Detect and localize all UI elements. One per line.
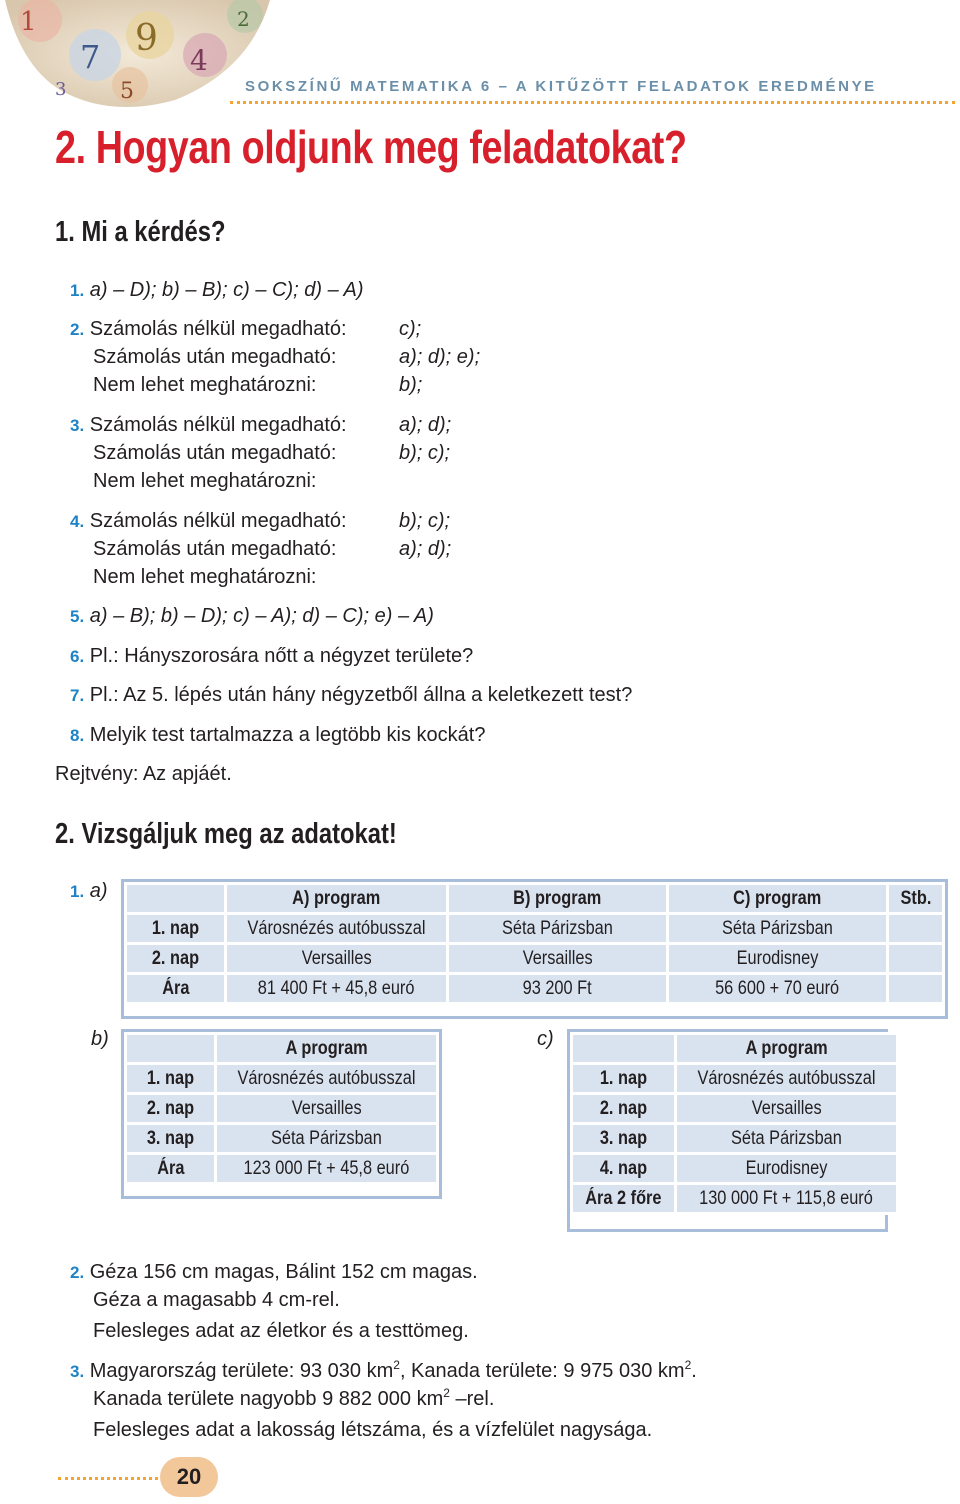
chapter-title: 2. Hogyan oldjunk meg feladatokat?: [55, 121, 687, 173]
table-cell: Versailles: [227, 945, 446, 972]
table-cell: Versailles: [217, 1095, 436, 1122]
item-1b-label: [91, 1025, 109, 1053]
answer-2-2-line-2: Géza a magasabb 4 cm-rel.: [93, 1289, 340, 1311]
item-number: 7.: [70, 686, 85, 705]
table-row: [127, 1095, 436, 1122]
table-cell: Séta Párizsban: [677, 1125, 896, 1152]
row-header: 1. nap: [127, 915, 224, 942]
answer-text: , Kanada területe: 9 975 030 km: [399, 1360, 685, 1382]
item-number: 3.: [70, 416, 85, 435]
header-divider: [230, 101, 955, 104]
row-header: Ára 2 főre: [573, 1185, 674, 1212]
answer-2: [70, 315, 570, 344]
item-number: 3.: [70, 1362, 85, 1381]
table-row: [127, 1155, 436, 1182]
answer-text: .: [691, 1360, 697, 1382]
row-value: a); d); e);: [399, 346, 481, 368]
sub-label: b): [91, 1028, 109, 1050]
table-row: [573, 1065, 896, 1092]
table-cell: 56 600 + 70 euró: [669, 975, 886, 1002]
row-value: a); d);: [399, 538, 452, 560]
table-corner-cell: [127, 885, 224, 912]
table-a: [121, 879, 948, 1019]
table-cell: 123 000 Ft + 45,8 euró: [217, 1155, 436, 1182]
item-number: 6.: [70, 647, 85, 666]
row-value: c);: [399, 318, 422, 340]
row-header: 1. nap: [127, 1065, 214, 1092]
row-label: Számolás nélkül megadható:: [89, 510, 347, 532]
table-header-row: [127, 885, 942, 912]
answer-text: a) – D); b) – B); c) – C); d) – A): [89, 279, 364, 301]
row-label: Számolás után megadható:: [93, 346, 337, 368]
section-heading-1: 1. Mi a kérdés?: [55, 216, 226, 248]
column-header: A program: [677, 1035, 896, 1062]
svg-text:4: 4: [190, 44, 208, 77]
table-row: [127, 915, 942, 942]
sub-label: c): [537, 1028, 554, 1050]
page-number: 20: [176, 1464, 202, 1489]
answer-text: Kanada területe nagyobb 9 882 000 km: [93, 1388, 444, 1410]
row-header: Ára: [127, 1155, 214, 1182]
answer-text: Pl.: Hányszorosára nőtt a négyzet területe?: [89, 645, 474, 667]
answer-8: [70, 721, 485, 750]
table-row: [573, 1185, 896, 1212]
section-heading-2: 2. Vizsgáljuk meg az adatokat!: [55, 818, 397, 850]
table-cell: Városnézés autóbusszal: [677, 1065, 896, 1092]
answer-1: [70, 276, 364, 305]
column-header: C) program: [669, 885, 886, 912]
column-header: A program: [217, 1035, 436, 1062]
row-value: a); d);: [399, 414, 452, 436]
table-cell: 93 200 Ft: [449, 975, 666, 1002]
table-cell: Séta Párizsban: [217, 1125, 436, 1152]
answer-3: [70, 411, 570, 440]
row-label: Nem lehet meghatározni:: [93, 566, 317, 588]
answer-text: a) – B); b) – D); c) – A); d) – C); e) – A): [89, 605, 434, 627]
table-cell: Eurodisney: [677, 1155, 896, 1182]
row-label: Számolás nélkül megadható:: [89, 414, 347, 436]
row-header: 3. nap: [127, 1125, 214, 1152]
running-head: SOKSZÍNŰ MATEMATIKA 6 – A KITŰZÖTT FELADATOK EREDMÉNYE: [245, 78, 877, 95]
row-header: 2. nap: [127, 945, 224, 972]
item-number: 1.: [70, 281, 85, 300]
superscript: 2: [393, 1358, 400, 1372]
row-header: 2. nap: [573, 1095, 674, 1122]
table-cell: Séta Párizsban: [669, 915, 886, 942]
item-1c-label: [537, 1025, 554, 1053]
answer-text: Pl.: Az 5. lépés után hány négyzetből állna a keletkezett test?: [89, 684, 633, 706]
svg-text:7: 7: [80, 38, 101, 76]
row-header: Ára: [127, 975, 224, 1002]
answer-2-row-3: [93, 371, 573, 399]
riddle-answer: Rejtvény: Az apjáét.: [55, 763, 232, 785]
answer-text: Géza 156 cm magas, Bálint 152 cm magas.: [89, 1261, 478, 1283]
answer-3-row-2: [93, 439, 573, 467]
table-cell: Séta Párizsban: [449, 915, 666, 942]
answer-text: Melyik test tartalmazza a legtöbb kis kockát?: [89, 724, 486, 746]
item-number: 2.: [70, 1263, 85, 1282]
superscript: 2: [684, 1358, 692, 1372]
answer-2-row-2: [93, 343, 573, 371]
answer-4-row-3: [93, 563, 573, 591]
item-number: 5.: [70, 607, 85, 626]
table-cell: Versailles: [677, 1095, 896, 1122]
table-row: [127, 975, 942, 1002]
table-cell: Eurodisney: [669, 945, 886, 972]
item-number: 4.: [70, 512, 85, 531]
answer-4: [70, 507, 570, 536]
answer-2-3-line-3: Felesleges adat a lakosság létszáma, és a vízfelület nagysága.: [93, 1419, 653, 1441]
svg-text:5: 5: [120, 79, 134, 104]
answer-2-2-line-3: Felesleges adat az életkor és a testtömeg.: [93, 1320, 469, 1342]
table-row: [573, 1155, 896, 1182]
row-value: b);: [399, 374, 423, 396]
svg-text:1: 1: [20, 7, 37, 37]
row-label: Számolás után megadható:: [93, 538, 337, 560]
table-corner-cell: [127, 1035, 214, 1062]
column-header: B) program: [449, 885, 666, 912]
table-row: [573, 1125, 896, 1152]
footer-divider: [58, 1477, 158, 1480]
column-header: A) program: [227, 885, 446, 912]
item-number: 2.: [70, 320, 85, 339]
table-cell: Versailles: [449, 945, 666, 972]
answer-3-row-3: [93, 467, 573, 495]
row-header: 2. nap: [127, 1095, 214, 1122]
answer-text: Magyarország területe: 93 030 km: [89, 1360, 394, 1382]
table-row: [127, 1125, 436, 1152]
row-label: Nem lehet meghatározni:: [93, 470, 317, 492]
item-1a-label: [70, 877, 108, 906]
svg-text:2: 2: [237, 7, 250, 31]
row-value: b); c);: [399, 510, 451, 532]
svg-text:9: 9: [135, 18, 158, 59]
row-label: Nem lehet meghatározni:: [93, 374, 317, 396]
table-cell: [889, 975, 942, 1002]
row-label: Számolás után megadható:: [93, 442, 337, 464]
row-header: 4. nap: [573, 1155, 674, 1182]
item-number: 1.: [70, 882, 85, 901]
numbers-collage-decoration: [0, 0, 275, 110]
answer-7: [70, 681, 632, 710]
table-corner-cell: [573, 1035, 674, 1062]
table-cell: [889, 915, 942, 942]
superscript: 2: [443, 1386, 450, 1400]
table-header-row: [573, 1035, 896, 1062]
answer-2-3-line-2: [93, 1385, 494, 1413]
answer-6: [70, 642, 473, 671]
answer-2-3: [70, 1357, 697, 1386]
answer-5: [70, 602, 434, 631]
table-header-row: [127, 1035, 436, 1062]
table-cell: [889, 945, 942, 972]
table-row: [127, 945, 942, 972]
answer-text: –rel.: [449, 1388, 495, 1410]
table-cell: 81 400 Ft + 45,8 euró: [227, 975, 446, 1002]
answer-4-row-2: [93, 535, 573, 563]
table-b: [121, 1029, 442, 1199]
item-number: 8.: [70, 726, 85, 745]
table-row: [127, 1065, 436, 1092]
answer-2-2: [70, 1258, 478, 1287]
table-cell: Városnézés autóbusszal: [217, 1065, 436, 1092]
row-label: Számolás nélkül megadható:: [89, 318, 347, 340]
row-header: 1. nap: [573, 1065, 674, 1092]
table-cell: Városnézés autóbusszal: [227, 915, 446, 942]
row-header: 3. nap: [573, 1125, 674, 1152]
table-row: [573, 1095, 896, 1122]
svg-text:3: 3: [55, 79, 67, 100]
sub-label: a): [89, 880, 108, 902]
row-value: b); c);: [399, 442, 451, 464]
column-header: Stb.: [889, 885, 942, 912]
table-cell: 130 000 Ft + 115,8 euró: [677, 1185, 896, 1212]
table-c: [567, 1029, 888, 1232]
